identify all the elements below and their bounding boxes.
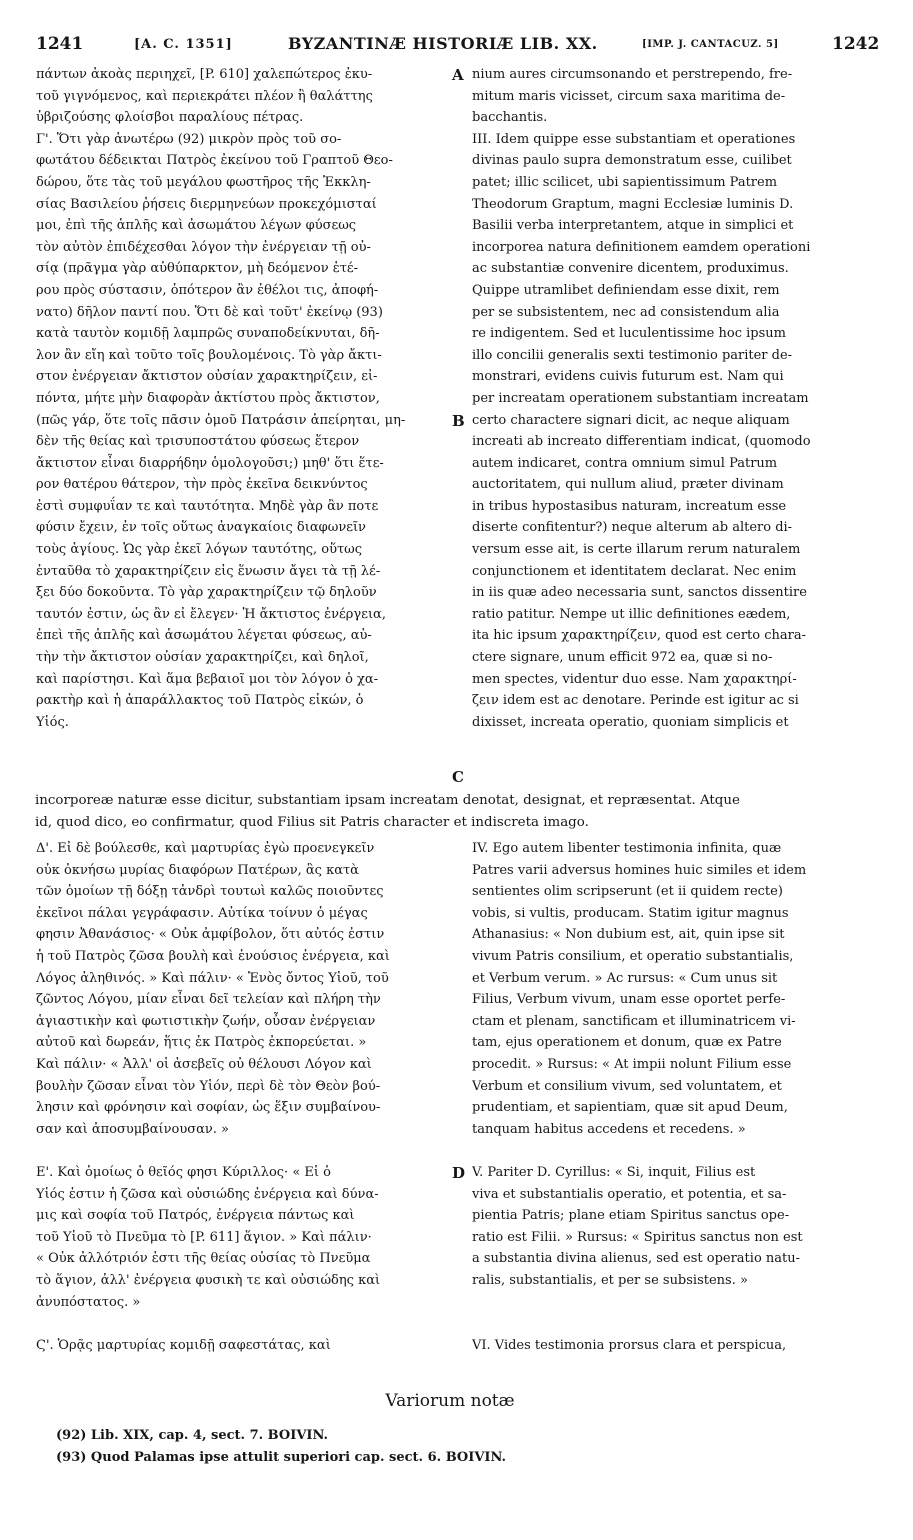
greek-text-line: φύσιν ἔχειν, ἐν τοῖς οὕτως ἀναγκαίοις διαφωνεῖν [36,520,366,536]
notes-heading: Variorum notæ [385,1391,515,1411]
greek-text-line: τὸ ἅγιον, ἀλλ' ἐνέργεια φυσικὴ τε καὶ οὐσιώδης καὶ [36,1272,381,1288]
greek-text-line: ἐνταῦθα τὸ χαρακτηρίζειν εἰς ἕνωσιν ἄγει τὰ τῇ λέ- [36,563,381,579]
greek-text-line: οὐκ ὀκνήσω μυρίας διαφόρων Πατέρων, ἃς κατὰ [36,862,359,878]
latin-text-line: re indigentem. Sed et luculentissime hoc ipsum [472,326,786,342]
greek-text-line: μις καὶ σοφία τοῦ Πατρός, ἐνέργεια πάντως καὶ [36,1208,355,1224]
greek-text-line: ἁγιαστικὴν καὶ φωτιστικὴν ζωήν, οὖσαν ἐνέργειαν [36,1013,376,1029]
page-number-right: 1242 [832,34,880,54]
latin-text-line: pientia Patris; plane etiam Spiritus sanctus ope- [472,1208,790,1224]
greek-text-line: σαν καὶ ἀποσυμβαίνουσαν. » [36,1121,229,1137]
latin-wide-paragraph [35,790,877,833]
running-title: BYZANTINÆ HISTORIÆ LIB. XX. [288,34,598,53]
latin-text-line: incorporeæ naturæ esse dicitur, substantiam ipsam increatam denotat, designat, et repræsentat. Atque [35,793,740,808]
latin-text-line: prudentiam, et sapientiam, quæ sit apud Deum, [472,1100,788,1116]
latin-text-line: per increatam operationem substantiam increatam [472,390,809,406]
greek-text-line: (πῶς γάρ, ὅτε τοῖς πᾶσιν ὁμοῦ Πατράσιν ἀπείρηται, μη- [36,412,406,428]
latin-text-line: patet; illic scilicet, ubi sapientissimum Patrem [472,174,778,190]
margin-marker-c: C [452,768,464,786]
greek-text-line: μοι, ἐπὶ τῆς ἁπλῆς καὶ ἀσωμάτου λέγων φύσεως [36,218,357,234]
latin-text-line: in iis quæ adeo necessaria sunt, sanctos dissentire [472,585,807,601]
latin-text-line: illo concilii generalis sexti testimonio pariter de- [472,347,793,363]
latin-text-line: ctere signare, unum efficit 972 ea, quæ si no- [472,650,773,666]
greek-text-line: φωτάτου δέδεικται Πατρὸς ἐκείνου τοῦ Γραπτοῦ Θεο- [36,153,393,169]
greek-text-line: Δ'. Εἰ δὲ βούλεσθε, καὶ μαρτυρίας ἐγὼ προενεγκεῖν [36,841,375,856]
greek-text-line: Γ'. Ὅτι γὰρ ἀνωτέρω (92) μικρὸν πρὸς τοῦ σο- [36,131,342,147]
margin-marker-a: A [452,66,464,84]
latin-column-middle [472,838,877,1140]
greek-column-bottom [36,1162,456,1356]
greek-text-line: ταυτόν ἐστιν, ὡς ἂν εἰ ἔλεγεν· Ἡ ἄκτιστος ἐνέργεια, [36,606,386,622]
latin-text-line: sentientes olim scripserunt (et ii quidem recte) [472,884,783,900]
year-marker: [A. C. 1351] [134,37,233,52]
latin-text-line: ralis, substantialis, et per se subsistens. » [472,1272,748,1288]
greek-text-line: τὸν αὐτὸν ἐπιδέχεσθαι λόγον τὴν ἐνέργειαν τῇ οὐ- [36,239,371,255]
greek-text-line: αὐτοῦ καὶ δωρεάν, ἥτις ἐκ Πατρὸς ἐκπορεύεται. » [36,1035,367,1051]
latin-text-line: versum esse ait, is certe illarum rerum naturalem [472,542,801,558]
latin-column-top [472,64,877,733]
greek-text-line: δώρου, ὅτε τὰς τοῦ μεγάλου φωστῆρος τῆς Ἐκκλη- [36,174,371,190]
latin-text-line: Basilii verba interpretantem, atque in simplici et [472,218,794,234]
greek-text-line: ἀνυπόστατος. » [36,1294,141,1310]
latin-text-line: diserte confitentur?) neque alterum ab altero di- [472,520,793,536]
latin-text-line: IV. Ego autem libenter testimonia infinita, quæ [472,841,782,856]
footnote-92: (92) Lib. XIX, cap. 4, sect. 7. BOIVIN. [56,1428,329,1443]
greek-text-line: Καὶ πάλιν· « Ἀλλ' οἱ ἀσεβεῖς οὐ θέλουσι Λόγον καὶ [36,1056,372,1072]
greek-text-line: λησιν καὶ φρόνησιν καὶ σοφίαν, ὡς ἕξιν συμβαίνου- [36,1100,381,1116]
latin-text-line: Theodorum Graptum, magni Ecclesiæ luminis D. [472,196,794,212]
greek-text-line: ἄκτιστον εἶναι διαρρήδην ὁμολογοῦσι;) μηθ' ὅτι ἕτε- [36,455,384,471]
latin-text-line: ratio patitur. Nempe ut illic definitiones eædem, [472,606,791,622]
greek-text-line: Ϛ'. Ὁρᾷς μαρτυρίας κομιδῇ σαφεστάτας, καὶ [36,1337,331,1353]
latin-text-line: V. Pariter D. Cyrillus: « Si, inquit, Filius est [472,1165,756,1180]
emperor-marker: [IMP. J. CANTACUZ. 5] [642,39,779,50]
latin-text-line: Quippe utramlibet definiendam esse dixit, rem [472,282,780,298]
greek-text-line: τὴν τὴν ἄκτιστον οὐσίαν χαρακτηρίζει, καὶ δηλοῖ, [36,650,369,666]
latin-text-line: ratio est Filii. » Rursus: « Spiritus sanctus non est [472,1229,803,1245]
latin-text-line: a substantia divina alienus, sed est operatio natu- [472,1251,801,1267]
greek-text-line: ρου πρὸς σύστασιν, ὁπότερον ἂν ἐθέλοι τις, ἀποφή- [36,282,379,298]
latin-text-line: monstrari, evidens cuivis futurum est. Nam qui [472,369,784,385]
latin-text-line: VI. Vides testimonia prorsus clara et perspicua, [472,1337,787,1353]
greek-text-line [36,1313,456,1335]
greek-text-line: σίᾳ (πρᾶγμα γὰρ αὐθύπαρκτον, μὴ δεόμενον ἑτέ- [36,261,359,277]
latin-text-line: in tribus hypostasibus naturam, increatum esse [472,498,787,514]
greek-column-top [36,64,456,733]
latin-text-line: bacchantis. [472,110,548,126]
greek-text-line: ξει δύο δοκοῦντα. Τὸ γὰρ χαρακτηρίζειν τῷ δηλοῦν [36,585,377,601]
greek-text-line: στον ἐνέργειαν ἄκτιστον οὐσίαν χαρακτηρίζειν, εἰ- [36,369,378,385]
greek-text-line: κατὰ ταυτὸν κομιδῇ λαμπρῶς συναποδείκνυται, δῆ- [36,326,380,342]
latin-text-line [472,1292,877,1314]
latin-text-line: ita hic ipsum χαρακτηρίζειν, quod est certo chara- [472,628,806,644]
latin-text-line: certo charactere signari dicit, ac neque aliquam [472,412,790,428]
greek-text-line: ζῶντος Λόγου, μίαν εἶναι δεῖ τελείαν καὶ πλήρη τὴν [36,992,381,1008]
margin-marker-d: D [452,1164,466,1182]
greek-text-line: καὶ παρίστησι. Καὶ ἅμα βεβαιοῖ μοι τὸν λόγον ὁ χα- [36,671,379,687]
latin-text-line: ctam et plenam, sanctificam et illuminatricem vi- [472,1013,796,1029]
latin-text-line: autem indicaret, contra omnium simul Patrum [472,455,778,471]
latin-text-line: auctoritatem, qui nullum aliud, præter divinam [472,477,784,493]
greek-text-line: φησιν Ἀθανάσιος· « Οὐκ ἀμφίβολον, ὅτι αὐτός ἐστιν [36,927,385,943]
latin-text-line: et Verbum verum. » Ac rursus: « Cum unus sit [472,970,778,986]
greek-text-line: Ε'. Καὶ ὁμοίως ὁ θεῖός φησι Κύριλλος· « Εἰ ὁ [36,1165,331,1180]
latin-text-line: Athanasius: « Non dubium est, ait, quin ipse sit [472,927,785,943]
greek-text-line: τῶν ὁμοίων τῇ δόξῃ τἀνδρὶ τουτωὶ καλῶς ποιοῦντες [36,884,384,900]
greek-text-line: σίας Βασιλείου ῥήσεις διερμηνεύων προκεχόμισταί [36,196,377,212]
latin-text-line: dixisset, increata operatio, quoniam simplicis et [472,714,789,730]
latin-text-line: tam, ejus operationem et donum, quæ ex Patre [472,1035,782,1051]
greek-column-middle [36,838,456,1140]
greek-text-line: νατο) δῆλον παντί που. Ὅτι δὲ καὶ τοῦτ' ἐκείνῳ (93) [36,304,383,320]
latin-text-line: vobis, si vultis, producam. Statim igitur magnus [472,905,789,921]
latin-text-line: vivum Patris consilium, et operatio substantialis, [472,948,794,964]
running-header [30,34,880,58]
latin-text-line: per se subsistentem, nec ad consistendum alia [472,304,780,320]
footnote-93: (93) Quod Palamas ipse attulit superiori cap. sect. 6. BOIVIN. [56,1450,507,1465]
greek-text-line: πόντα, μήτε μὴν διαφορὰν ἀκτίστου πρὸς ἄκτιστον, [36,390,380,406]
greek-text-line: Υἱός. [36,714,69,730]
latin-text-line: Patres varii adversus homines huic similes et idem [472,862,807,878]
greek-text-line: Υἱός ἐστιν ἡ ζῶσα καὶ οὐσιώδης ἐνέργεια καὶ δύνα- [36,1186,379,1202]
latin-text-line: Verbum et consilium vivum, sed voluntatem, et [472,1078,782,1094]
latin-text-line: id, quod dico, eo confirmatur, quod Filius sit Patris character et indiscreta imago. [35,814,589,830]
latin-text-line: nium aures circumsonando et perstrependo, fre- [472,67,793,82]
greek-text-line: ρακτὴρ καὶ ἡ ἀπαράλλακτος τοῦ Πατρὸς εἰκών, ὁ [36,693,364,709]
greek-text-line: ἡ τοῦ Πατρὸς ζῶσα βουλὴ καὶ ἐνούσιος ἐνέργεια, καὶ [36,948,390,964]
latin-text-line: ac substantiæ convenire dicentem, produximus. [472,261,789,277]
latin-text-line: viva et substantialis operatio, et potentia, et sa- [472,1186,787,1202]
latin-text-line: men spectes, videntur duo esse. Nam χαρακτηρί- [472,671,797,687]
greek-text-line: « Οὐκ ἀλλότριόν ἐστι τῆς θείας οὐσίας τὸ Πνεῦμα [36,1251,371,1267]
greek-text-line: ἐκεῖνοι πάλαι γεγράφασιν. Αὐτίκα τοίνυν ὁ μέγας [36,905,368,921]
greek-text-line: ἐστὶ συμφυΐαν τε καὶ ταυτότητα. Μηδὲ γὰρ ἂν ποτε [36,498,379,514]
greek-text-line: ρον θατέρου θάτερον, τὴν πρὸς ἐκεῖνα δεικνύντος [36,477,368,493]
greek-text-line: τοῦ Υἱοῦ τὸ Πνεῦμα τὸ [P. 611] ἅγιον. » Καὶ πάλιν· [36,1229,372,1245]
latin-text-line: incorporea natura definitionem eamdem operationi [472,239,811,255]
latin-text-line: procedit. » Rursus: « At impii nolunt Filium esse [472,1056,792,1072]
greek-text-line: τοῦ γιγνόμενος, καὶ περιεκράτει πλέον ἢ θαλάττης [36,88,373,104]
latin-text-line: tanquam habitus accedens et recedens. » [472,1121,746,1137]
latin-text-line: divinas paulo supra demonstratum esse, cuilibet [472,153,792,169]
greek-text-line: ἐπεὶ τῆς ἁπλῆς καὶ ἀσωμάτου λέγεται φύσεως, αὐ- [36,628,372,644]
latin-text-line [472,1313,877,1335]
latin-text-line: mitum maris vicisset, circum saxa maritima de- [472,88,786,104]
latin-text-line: increati ab increato differentiam indicat, (quomodo [472,434,811,450]
page-number-left: 1241 [36,34,84,54]
greek-text-line: Λόγος ἀληθινός. » Καὶ πάλιν· « Ἑνὸς ὄντος Υἱοῦ, τοῦ [36,970,389,986]
greek-text-line: ὑβριζούσης φλοίσβοι παραλίους πέτρας. [36,110,304,126]
latin-text-line: ζειν idem est ac denotare. Perinde est igitur ac si [472,693,799,709]
greek-text-line: πάντων ἀκοὰς περιηχεῖ, [P. 610] χαλεπώτερος ἐκυ- [36,67,373,82]
latin-text-line: III. Idem quippe esse substantiam et operationes [472,131,796,147]
greek-text-line: δὲν τῆς θείας καὶ τρισυποστάτου φύσεως ἕτερον [36,434,360,450]
latin-text-line: Filius, Verbum vivum, unam esse oportet perfe- [472,992,786,1008]
greek-text-line: τοὺς ἁγίους. Ὡς γὰρ ἐκεῖ λόγων ταυτότης, οὕτως [36,542,363,558]
latin-column-bottom [472,1162,877,1356]
greek-text-line: λον ἂν εἴη καὶ τοῦτο τοῖς βουλομένοις. Τὸ γὰρ ἄκτι- [36,347,382,363]
margin-marker-b: B [452,412,465,430]
greek-text-line: βουλὴν ζῶσαν εἶναι τὸν Υἱόν, περὶ δὲ τὸν Θεὸν βού- [36,1078,381,1094]
latin-text-line: conjunctionem et identitatem declarat. Nec enim [472,563,797,579]
